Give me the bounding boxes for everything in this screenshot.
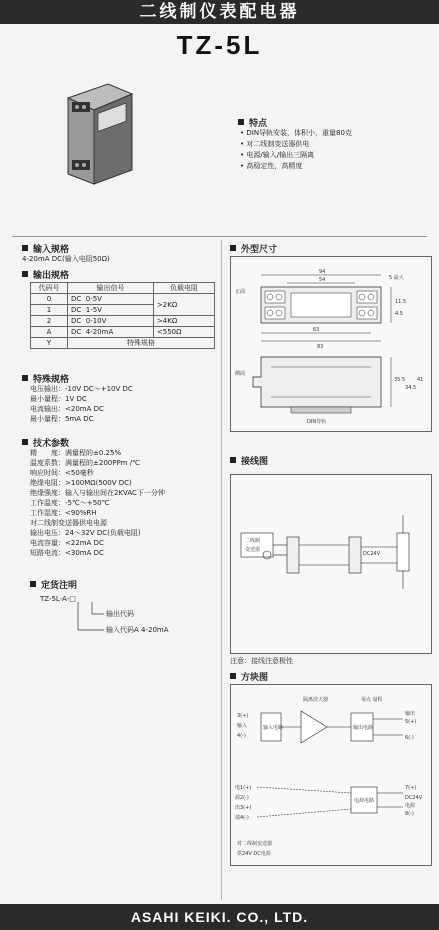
dimensions-title: 外型尺寸 <box>230 242 277 255</box>
dimensions-drawing <box>230 256 432 432</box>
wiring-title: 接线图 <box>230 454 268 467</box>
svg-text:41: 41 <box>417 377 424 383</box>
param-line: 工作湿度：<90%RH <box>30 509 97 517</box>
input-spec-text: 4-20mA DC(输入电阻50Ω) <box>22 255 110 263</box>
svg-text:63: 63 <box>313 327 320 333</box>
spec-line: 电压输出：-10V DC～+10V DC <box>30 385 133 393</box>
param-line: 响应时间：<50毫秒 <box>30 469 94 477</box>
svg-text:3(+): 3(+) <box>237 713 249 719</box>
feature-item: • 对二线制变送器供电 <box>240 139 352 150</box>
svg-text:34.5: 34.5 <box>405 385 417 391</box>
block-title: 方块图 <box>230 670 268 683</box>
load-cell: >4KΩ <box>153 316 214 327</box>
product-image <box>58 80 138 190</box>
order-code: TZ-5L-A-□ <box>40 595 76 603</box>
table-header: 输出信号 <box>68 283 154 294</box>
spec-line: 最小量程：5mA DC <box>30 415 94 423</box>
param-line: 电流容量：<22mA DC <box>30 539 104 547</box>
load-cell: <550Ω <box>153 327 214 338</box>
wiring-diagram <box>230 474 432 654</box>
svg-text:7(+): 7(+) <box>405 785 417 791</box>
svg-text:源2(-): 源2(-) <box>235 795 249 801</box>
svg-text:DC24V: DC24V <box>405 795 423 801</box>
table-header: 代码号 <box>31 283 68 294</box>
spec-line: 电流输出：<20mA DC <box>30 405 104 413</box>
special-spec-title: 特殊规格 <box>22 372 69 385</box>
transmitter-label: 二线制 <box>245 538 261 544</box>
spec-line: 最小量程：1V DC <box>30 395 87 403</box>
ordering-diagram <box>40 592 210 642</box>
svg-text:8(-): 8(-) <box>405 811 414 817</box>
section-divider <box>12 236 427 237</box>
output-spec-title: 输出规格 <box>22 268 69 281</box>
svg-text:35.5: 35.5 <box>394 377 406 383</box>
svg-text:5(+): 5(+) <box>405 719 417 725</box>
output-spec-table <box>30 282 215 349</box>
svg-text:输入电路: 输入电路 <box>263 725 284 731</box>
svg-text:输入: 输入 <box>237 723 248 729</box>
svg-text:对二线制变送器: 对二线制变送器 <box>237 841 273 847</box>
svg-text:83: 83 <box>317 344 324 350</box>
order-line-1: 输出代码 <box>106 610 134 618</box>
block-diagram <box>230 684 432 866</box>
svg-text:电源电路: 电源电路 <box>354 798 375 804</box>
ordering-title: 定货注明 <box>30 578 77 591</box>
svg-text:94: 94 <box>319 269 326 275</box>
tech-params-list <box>30 448 165 558</box>
svg-text:4(-): 4(-) <box>237 733 246 739</box>
svg-text:出3(+): 出3(+) <box>235 805 252 811</box>
svg-text:变送器: 变送器 <box>245 547 261 553</box>
feature-item: • DIN导轨安装，体积小，重量80克 <box>240 128 352 139</box>
footer-company: ASAHI KEIKI. CO., LTD. <box>0 904 439 930</box>
param-line: 温度系数：满量程的±200PPm /℃ <box>30 459 140 467</box>
param-line: 输出电压：24～32V DC(负载电阻) <box>30 529 141 537</box>
svg-text:零点 量程: 零点 量程 <box>361 697 383 703</box>
table-row: 0 DC 0-5V >2KΩ <box>31 294 215 305</box>
svg-text:隔离放大器: 隔离放大器 <box>303 697 329 703</box>
param-line: 绝缘强度：输入与输出间在2KVAC下一分钟 <box>30 489 165 497</box>
svg-text:5 最大: 5 最大 <box>389 275 404 281</box>
svg-text:电源: 电源 <box>405 803 416 809</box>
load-cell: >2KΩ <box>153 294 214 316</box>
svg-text:4.5: 4.5 <box>395 311 403 317</box>
features-title: 特点 <box>238 116 267 129</box>
svg-text:54: 54 <box>319 277 326 283</box>
svg-text:电1(+): 电1(+) <box>235 785 252 791</box>
param-line: 短路电流：<30mA DC <box>30 549 104 557</box>
svg-text:输出电路: 输出电路 <box>353 725 374 731</box>
model-title: TZ-5L <box>176 30 263 60</box>
svg-text:供24V DC电源: 供24V DC电源 <box>237 851 271 857</box>
table-header-row <box>31 283 215 294</box>
order-line-2: 输入代码A 4-20mA <box>106 626 169 634</box>
svg-text:输出: 输出 <box>405 711 416 717</box>
param-line: 绝缘电阻：>100MΩ(500V DC) <box>30 479 132 487</box>
tech-params-title: 技术参数 <box>22 436 69 449</box>
param-line: 精 度：满量程的±0.25% <box>30 449 122 457</box>
svg-text:6(-): 6(-) <box>405 735 414 741</box>
power-label: DC24V <box>363 551 381 557</box>
svg-text:端4(-): 端4(-) <box>235 815 249 821</box>
side-label: 侧面 <box>235 371 246 377</box>
feature-item: • 电源/输入/输出三隔离 <box>240 150 352 161</box>
svg-text:11.5: 11.5 <box>395 299 407 305</box>
front-label: 正面 <box>235 289 246 295</box>
table-row: Y 特殊规格 <box>31 338 215 349</box>
column-divider <box>221 240 222 900</box>
svg-text:DIN导轨: DIN导轨 <box>307 419 327 425</box>
table-row: 2 DC 0-10V >4KΩ <box>31 316 215 327</box>
features-list <box>240 128 352 172</box>
feature-item: • 高稳定性，高精度 <box>240 161 352 172</box>
wiring-note: 注意：接线注意极性 <box>230 657 293 665</box>
special-spec-list <box>30 384 133 424</box>
table-row: A DC 4-20mA <550Ω <box>31 327 215 338</box>
table-row: 1 DC 1-5V <box>31 305 215 316</box>
input-spec-title: 输入规格 <box>22 242 69 255</box>
banner-title: 二线制仪表配电器 <box>0 0 439 24</box>
param-line: 工作温度：-5℃～+50℃ <box>30 499 110 507</box>
table-header: 负载电阻 <box>153 283 214 294</box>
param-line: 对二线制变送器供电电源 <box>30 519 107 527</box>
